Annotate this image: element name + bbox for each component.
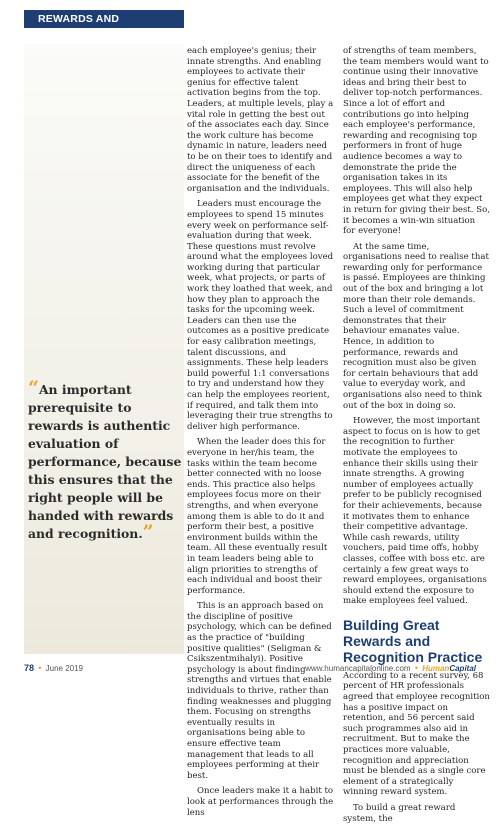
- open-quote-icon: “: [28, 377, 39, 399]
- paragraph: Once leaders make it a habit to look at performances through the lens: [187, 786, 334, 818]
- page-footer: [24, 660, 476, 676]
- close-quote-icon: ”: [142, 521, 154, 543]
- paragraph: When the leader does this for everyone in her/his team, the tasks within the team become better connected with no loose ends. This practice also helps employees focus more on their strengths, and when everyone among them is able to do it and perform their best, a positive environment builds within the team. All these eventually result in team leaders being able to align priorities to strengths of each individual and boost their performance.: [187, 437, 328, 596]
- brand-logo: HumanCapital: [422, 664, 476, 673]
- paragraph: However, the most important aspect to focus on is how to get the recognition to further motivate the employees to enhance their skills using their innate strengths. A growing number of employees actually prefer to be publicly recognised for their achievements, because it motivates them to enhance their competitive advantage. While cash rewards, utility vouchers, paid time offs, hobby classes, coffee with boss etc. are certainly a few great ways to reward employees, organisations should extend the exposure to make employees feel valued.: [343, 416, 487, 607]
- bullet-icon: •: [414, 663, 418, 673]
- paragraph: each employee's genius; their innate strengths. And enabling employees to activate their genius for effective talent activation begins from the top. Leaders, at multiple levels, play a vital role in getting the best out of the associates each day. Since the work culture has become dynamic in nature, leaders need to be on their toes to identify and direct the uniqueness of each associate for the benefit of the organisation and the individuals.: [187, 46, 334, 194]
- section-title: REWARDS AND RECOGNITION: [38, 13, 120, 43]
- footer-right: [305, 660, 476, 677]
- paragraph: Leaders must encourage the employees to spend 15 minutes every week on performance self-evaluation during that week. These questions must revolve around what the employees loved working during that particular week, what projects, or parts of work they loathed that week, and how they plan to approach the tasks for the upcoming week. Leaders can then use the outcomes as a positive predicate for easy calibration meetings, talent discussions, and assignments. These help leaders build powerful 1:1 conversations to try and understand how they can help the employees reorient, if required, and talk them into leveraging their true strengths to deliver high performance.: [187, 199, 334, 432]
- section-label: [24, 10, 184, 43]
- sidebar-panel: [24, 44, 184, 654]
- paragraph: of strengths of team members, the team members would want to continue using their innovative ideas and bring their best to deliver top-notch performances. Since a lot of effort and contributions go into helping each employee's performance, rewarding and recognising top performers in front of huge audience becomes a way to demonstrate the pride the organisation takes in its employees. This will also help employees get what they expect in return for giving their best. So, it becomes a win-win situation for everyone!: [343, 46, 490, 237]
- website-link[interactable]: www.humancapitalonline.com: [305, 664, 411, 673]
- paragraph: According to a recent survey, 68 percent of HR professionals agreed that employee recognition has a positive impact on retention, and 56 percent said such programmes also aid in recruitment. But to make the practices more valuable, recognition and appreciation must be blended as a single core element of a strategically winning reward system.: [343, 670, 490, 798]
- article-column-1: [187, 46, 334, 823]
- bullet-icon: •: [38, 663, 42, 673]
- page-number: 78: [24, 663, 35, 673]
- section-heading: Building Great Rewards and Recognition Practice: [343, 616, 483, 665]
- pull-quote-text: An important prerequisite to rewards is authentic evaluation of performance, because this ensures that the right people will be handed with rewards and recognition.: [28, 382, 182, 541]
- paragraph: To build a great reward system, the: [343, 803, 456, 824]
- header-bar: [0, 0, 500, 43]
- article-column-2: [343, 46, 490, 829]
- paragraph: This is an approach based on the discipline of positive psychology, which can be defined as the practice of "building positive qualities" (Seligman & Csikszentmihalyi). Positive psychology is about finding strengths and virtues that enable individuals to thrive, rather than finding weaknesses and plugging them. Focusing on strengths eventually results in organisations being able to ensure effective team management that leads to all employees performing at their best.: [187, 601, 332, 781]
- issue-date: June 2019: [45, 664, 84, 673]
- pull-quote: [28, 377, 183, 543]
- paragraph: At the same time, organisations need to realise that rewarding only for performance is passé. Employees are thinking out of the box and bringing a lot more than their role demands. Such a level of commitment demonstrates that their behaviour emanates value. Hence, in addition to performance, rewards and recognition must also be given for certain behaviours that add value to everyday work, and organisations also need to think out of the box in doing so.: [343, 241, 489, 411]
